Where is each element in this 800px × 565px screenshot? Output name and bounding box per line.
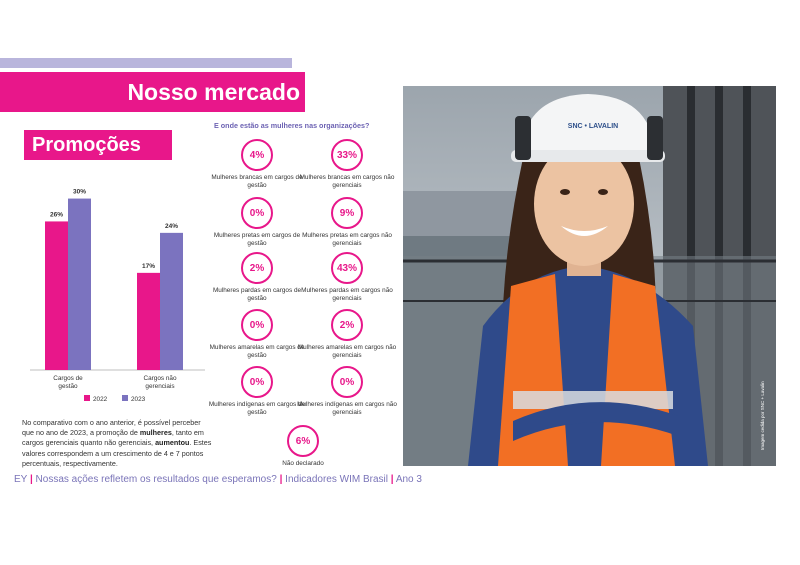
stat-item [297,309,397,359]
stat-circle: 0% [331,366,363,398]
body-paragraph [22,418,212,469]
footer-title: Nossas ações refletem os resultados que esperamos? [35,474,277,485]
stat-item [207,139,307,189]
stat-item [297,366,397,416]
stat-label: Mulheres indígenas em cargos de gestão [208,401,306,416]
stat-circle: 6% [287,425,319,457]
bar-2023 [68,199,91,370]
stat-item [297,139,397,189]
stat-label: Mulheres amarelas em cargos não gerenciais [297,344,397,359]
category-label: gerenciais [145,383,175,390]
stat-item [207,252,307,302]
stat-label: Mulheres indígenas em cargos não gerenciais [297,401,397,416]
footer-brand: EY [14,474,28,485]
stat-label: Mulheres pretas em cargos de gestão [213,232,301,247]
footer-subtitle: Indicadores WIM Brasil [285,474,388,485]
stat-circle: 4% [241,139,273,171]
stat-circle: 43% [331,252,363,284]
data-label: 24% [164,222,179,230]
stat-item [207,197,307,247]
stat-label: Mulheres pardas em cargos não gerenciais [301,287,393,302]
footer [14,474,422,485]
stat-label: Mulheres pardas em cargos de gestão [212,287,302,302]
stat-circle: 0% [241,309,273,341]
question-heading: E onde estão as mulheres nas organizações? [214,121,370,130]
legend-swatch [122,395,128,401]
data-label: 26% [49,211,64,219]
ear-protector [515,116,531,160]
stat-label: Mulheres brancas em cargos não gerenciais [299,174,395,189]
body-text-highlight-2: aumentou [155,438,190,448]
data-label: 17% [141,262,156,270]
stat-label: Mulheres brancas em cargos de gestão [211,174,303,189]
worker-illustration [403,86,776,466]
body-text-1: No comparativo com o ano anterior, é possível perceber que no ano de 2023, a promoção de [22,418,201,438]
footer-separator: | [29,474,33,485]
stat-circle: 2% [331,309,363,341]
stat-circle: 0% [241,197,273,229]
stat-circle: 9% [331,197,363,229]
bar-2022 [137,273,160,370]
worker-photo [403,86,776,466]
stat-circle: 2% [241,252,273,284]
stat-item [253,425,353,468]
category-label: Cargos de [53,375,83,382]
body-text-3: . Estes valores correspondem a um crescimento de 4 e 7 pontos percentuais, respectivamente. [22,438,212,468]
stat-label: Mulheres amarelas em cargos de gestão [209,344,305,359]
stat-label: Mulheres pretas em cargos não gerenciais [302,232,392,247]
body-text-highlight-1: mulheres [139,428,172,438]
body-text-2: , tanto em cargos gerenciais quanto não gerenciais, [22,428,204,448]
photo-credit: Imagem cedida por SNC + Lavalin [760,381,765,450]
bar-2023 [160,233,183,370]
legend-label: 2022 [93,396,108,403]
helmet-logo: SNC • LAVALIN [567,123,619,130]
footer-year: Ano 3 [395,474,422,485]
bar-2022 [45,221,68,370]
section-title: Promoções [32,134,141,156]
legend-swatch [84,395,90,401]
stat-label: Não declarado [282,460,324,467]
data-label: 30% [72,188,87,196]
stat-item [297,197,397,247]
stat-item [207,366,307,416]
category-label: gestão [58,383,78,390]
stat-circle: 33% [331,139,363,171]
page-title: Nosso mercado [127,79,300,105]
legend-label: 2023 [131,396,146,403]
stat-item [207,309,307,359]
footer-separator: | [390,474,394,485]
category-label: Cargos não [143,375,177,382]
top-accent-stripe [0,58,292,68]
stat-circle: 0% [241,366,273,398]
footer-separator: | [279,474,283,485]
promotions-bar-chart [0,170,215,410]
stat-item [297,252,397,302]
